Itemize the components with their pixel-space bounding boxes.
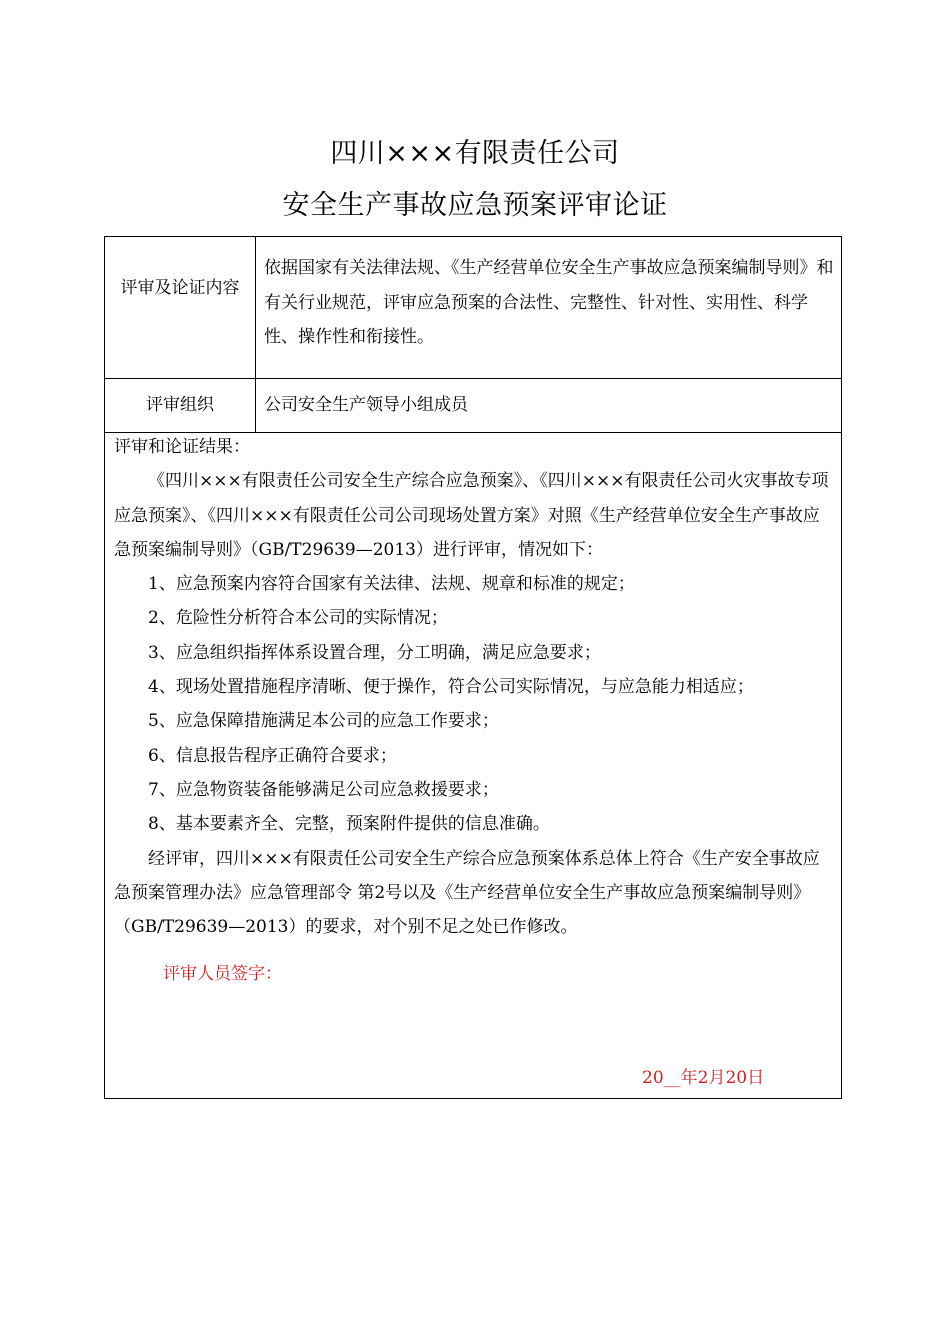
document-title-line1: 四川×××有限责任公司 xyxy=(330,138,620,169)
result-item-3: 3、应急组织指挥体系设置合理，分工明确，满足应急要求； xyxy=(148,642,601,663)
review-result-section xyxy=(114,430,836,944)
review-result-heading: 评审和论证结果： xyxy=(114,437,250,457)
result-item-2: 2、危险性分析符合本公司的实际情况； xyxy=(148,608,448,629)
result-item-1: 1、应急预案内容符合国家有关法律、法规、规章和标准的规定； xyxy=(148,574,635,595)
review-content-label: 评审及论证内容 xyxy=(120,278,240,298)
document-title-line2: 安全生产事故应急预案评审论证 xyxy=(282,190,668,221)
row-divider-1 xyxy=(105,378,841,379)
review-table xyxy=(104,236,842,1099)
review-organization-text: 公司安全生产领导小组成员 xyxy=(264,395,468,415)
result-item-4: 4、现场处置措施程序清晰、便于操作，符合公司实际情况，与应急能力相适应； xyxy=(148,677,754,698)
review-result-intro: 《四川×××有限责任公司安全生产综合应急预案》、《四川×××有限责任公司火灾事故专项应急预案》、《四川×××有限责任公司公司现场处置方案》对照《生产经营单位安全生产事故应急预案编制导则》（GB/T29639—2013）进行评审，情况如下： xyxy=(114,471,829,560)
result-item-6: 6、信息报告程序正确符合要求； xyxy=(148,745,397,766)
review-organization-label: 评审组织 xyxy=(146,395,214,415)
review-content-text: 依据国家有关法律法规、《生产经营单位安全生产事故应急预案编制导则》和有关行业规范，评审应急预案的合法性、完整性、针对性、实用性、科学性、操作性和衔接性。 xyxy=(264,258,834,347)
review-conclusion: 经评审，四川×××有限责任公司安全生产综合应急预案体系总体上符合《生产安全事故应急预案管理办法》应急管理部令 第2号以及《生产经营单位安全生产事故应急预案编制导则》（GB/T29639—2013）的要求，对个别不足之处已作修改。 xyxy=(114,848,820,938)
result-item-7: 7、应急物资装备能够满足公司应急救援要求； xyxy=(148,779,499,800)
column-divider xyxy=(255,237,256,433)
result-item-8: 8、基本要素齐全、完整，预案附件提供的信息准确。 xyxy=(148,814,550,835)
result-item-5: 5、应急保障措施满足本公司的应急工作要求； xyxy=(148,711,499,732)
signature-label: 评审人员签字： xyxy=(163,964,282,984)
review-date: 20__年2月20日 xyxy=(642,1068,765,1088)
